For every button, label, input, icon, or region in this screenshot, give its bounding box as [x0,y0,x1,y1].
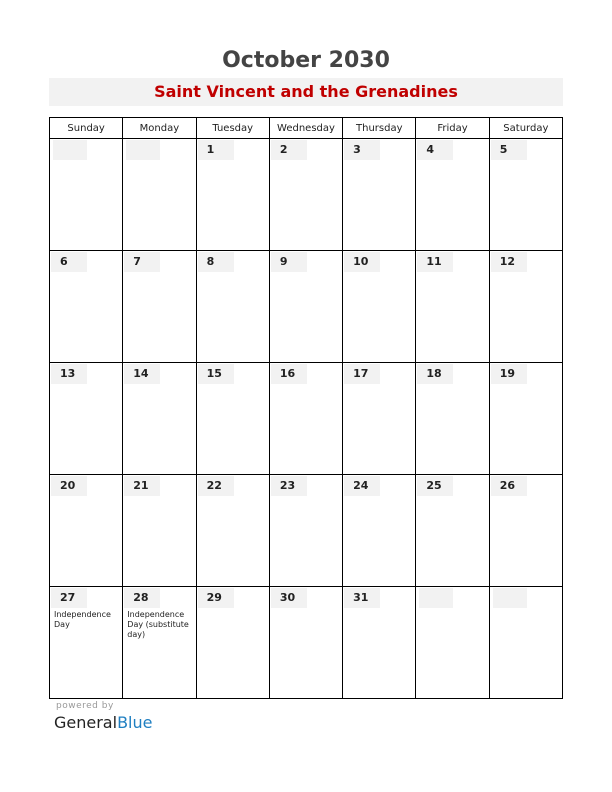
day-cell[interactable] [123,587,196,699]
day-number [126,140,160,160]
day-number: 27 [51,588,87,608]
day-cell[interactable] [489,363,562,475]
day-cell[interactable] [343,587,416,699]
brand-blue: Blue [117,713,153,732]
country-banner [49,78,563,106]
day-cell[interactable] [489,251,562,363]
day-number: 17 [344,364,380,384]
day-cell[interactable] [416,475,489,587]
day-number: 23 [271,476,307,496]
day-cell[interactable] [269,139,342,251]
day-cell[interactable] [416,139,489,251]
day-cell[interactable] [50,139,123,251]
day-number: 28 [124,588,160,608]
week-row [50,139,563,251]
day-number: 4 [417,140,453,160]
day-number: 29 [198,588,234,608]
day-cell[interactable] [196,363,269,475]
page-title: October 2030 [222,48,390,73]
day-cell[interactable] [196,139,269,251]
holiday-label: Independence Day [54,610,111,629]
day-cell[interactable] [269,587,342,699]
weekday-header-row [50,118,563,139]
day-number: 10 [344,252,380,272]
day-cell[interactable] [50,475,123,587]
day-cell[interactable] [269,475,342,587]
day-number: 1 [198,140,234,160]
day-cell[interactable] [196,475,269,587]
day-cell[interactable] [123,139,196,251]
brand-general: General [54,713,118,732]
weekday-sunday: Sunday [50,118,123,139]
weekday-wednesday: Wednesday [269,118,342,139]
day-cell[interactable] [416,251,489,363]
day-cell[interactable] [343,251,416,363]
month-calendar [49,117,563,699]
day-number: 2 [271,140,307,160]
day-number: 14 [124,364,160,384]
day-number: 30 [271,588,307,608]
day-number: 9 [271,252,307,272]
day-number [419,588,453,608]
day-number: 6 [51,252,87,272]
day-cell[interactable] [123,251,196,363]
weekday-tuesday: Tuesday [196,118,269,139]
weekday-saturday: Saturday [489,118,562,139]
day-cell[interactable] [123,475,196,587]
day-cell[interactable] [196,251,269,363]
day-number: 24 [344,476,380,496]
weekday-thursday: Thursday [343,118,416,139]
day-number: 21 [124,476,160,496]
day-number: 13 [51,364,87,384]
day-number: 25 [417,476,453,496]
calendar-body [50,139,563,699]
day-number: 11 [417,252,453,272]
day-number [493,588,527,608]
week-row [50,587,563,699]
day-cell[interactable] [269,363,342,475]
weekday-monday: Monday [123,118,196,139]
generalblue-logo[interactable] [54,712,152,734]
day-cell[interactable] [50,587,123,699]
day-cell[interactable] [123,363,196,475]
country-name: Saint Vincent and the Grenadines [154,82,458,101]
day-number: 22 [198,476,234,496]
day-number: 16 [271,364,307,384]
day-cell[interactable] [50,363,123,475]
day-number: 19 [491,364,527,384]
holiday-label: Independence Day (substitute day) [127,610,189,639]
week-row [50,363,563,475]
weekday-friday: Friday [416,118,489,139]
day-number: 26 [491,476,527,496]
day-cell[interactable] [416,363,489,475]
day-number: 31 [344,588,380,608]
day-cell[interactable] [196,587,269,699]
day-number: 3 [344,140,380,160]
day-cell[interactable] [489,475,562,587]
day-number: 7 [124,252,160,272]
week-row [50,251,563,363]
day-cell[interactable] [269,251,342,363]
day-cell[interactable] [343,363,416,475]
week-row [50,475,563,587]
day-number [53,140,87,160]
day-cell[interactable] [343,475,416,587]
day-cell[interactable] [343,139,416,251]
day-number: 20 [51,476,87,496]
day-cell[interactable] [489,587,562,699]
day-number: 12 [491,252,527,272]
day-number: 15 [198,364,234,384]
day-number: 8 [198,252,234,272]
day-number: 18 [417,364,453,384]
day-cell[interactable] [50,251,123,363]
powered-by-label: powered by [56,701,114,711]
day-cell[interactable] [489,139,562,251]
day-number: 5 [491,140,527,160]
day-cell[interactable] [416,587,489,699]
